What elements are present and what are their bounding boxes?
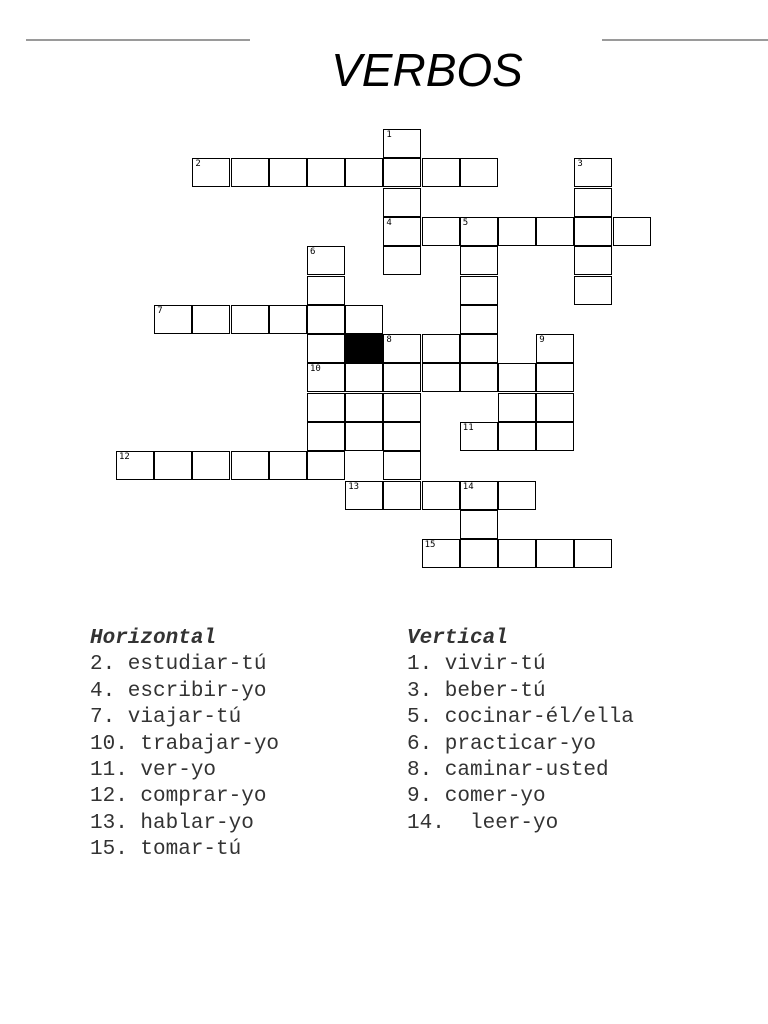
horizontal-clue: 15. tomar-tú <box>90 838 242 862</box>
vertical-clue: 9. comer-yo <box>407 785 546 809</box>
crossword-cell[interactable] <box>498 363 536 392</box>
clue-number: 1 <box>386 130 392 140</box>
crossword-cell[interactable] <box>307 422 345 451</box>
clue-number: 15 <box>424 540 436 551</box>
crossword-cell[interactable] <box>460 363 498 392</box>
crossword-cell[interactable] <box>192 158 230 187</box>
horizontal-clue: 12. comprar-yo <box>90 785 267 809</box>
clue-number: 13 <box>348 481 360 492</box>
horizontal-clue: 7. viajar-tú <box>90 706 242 730</box>
clue-number: 3 <box>577 159 583 170</box>
crossword-cell[interactable] <box>536 334 574 363</box>
black-cell <box>345 334 383 363</box>
page-title: VERBOS <box>331 44 523 96</box>
clue-number: 7 <box>157 305 163 316</box>
crossword-cell[interactable] <box>192 305 230 334</box>
crossword-cell[interactable] <box>574 158 612 187</box>
crossword-cell[interactable] <box>498 393 536 422</box>
crossword-cell[interactable] <box>460 422 498 451</box>
crossword-cell[interactable] <box>536 363 574 392</box>
clue-number: 8 <box>386 335 392 346</box>
crossword-cell[interactable] <box>307 305 345 334</box>
crossword-cell[interactable] <box>307 158 345 187</box>
crossword-cell[interactable] <box>460 158 498 187</box>
crossword-cell[interactable] <box>422 539 460 568</box>
crossword-cell[interactable] <box>498 481 536 510</box>
crossword-cell[interactable] <box>307 451 345 480</box>
crossword-cell[interactable] <box>536 422 574 451</box>
crossword-cell[interactable] <box>269 305 307 334</box>
crossword-cell[interactable] <box>574 217 612 246</box>
crossword-cell[interactable] <box>460 510 498 539</box>
vertical-clue: 14. leer-yo <box>407 811 559 835</box>
crossword-cell[interactable] <box>574 246 612 275</box>
crossword-cell[interactable] <box>460 217 498 246</box>
crossword-cell[interactable] <box>383 481 421 510</box>
crossword-cell[interactable] <box>383 334 421 363</box>
crossword-cell[interactable] <box>307 334 345 363</box>
crossword-cell[interactable] <box>383 129 421 158</box>
crossword-cell[interactable] <box>116 451 154 480</box>
crossword-cell[interactable] <box>231 451 269 480</box>
horizontal-clue: 10. trabajar-yo <box>90 732 280 756</box>
horizontal-clue: 13. hablar-yo <box>90 811 254 835</box>
crossword-cell[interactable] <box>345 305 383 334</box>
vertical-clue: 1. vivir-tú <box>407 653 546 677</box>
crossword-cell[interactable] <box>231 158 269 187</box>
vertical-heading: Vertical <box>407 627 508 650</box>
crossword-cell[interactable] <box>192 451 230 480</box>
crossword-cell[interactable] <box>460 246 498 275</box>
crossword-cell[interactable] <box>345 422 383 451</box>
crossword-cell[interactable] <box>307 276 345 305</box>
vertical-clue: 5. cocinar-él/ella <box>407 706 634 730</box>
crossword-cell[interactable] <box>383 217 421 246</box>
clue-number: 10 <box>310 364 321 375</box>
crossword-cell[interactable] <box>574 539 612 568</box>
crossword-cell[interactable] <box>460 305 498 334</box>
crossword-cell[interactable] <box>345 158 383 187</box>
crossword-cell[interactable] <box>498 217 536 246</box>
crossword-cell[interactable] <box>460 539 498 568</box>
horizontal-clues <box>90 626 279 864</box>
crossword-cell[interactable] <box>422 481 460 510</box>
crossword-cell[interactable] <box>383 393 421 422</box>
clue-number: 14 <box>462 481 474 492</box>
crossword-cell[interactable] <box>460 481 498 510</box>
crossword-cell[interactable] <box>536 539 574 568</box>
clue-number: 11 <box>462 423 474 433</box>
horizontal-clue: 4. escribir-yo <box>90 679 267 703</box>
crossword-cell[interactable] <box>613 217 651 246</box>
crossword-cell[interactable] <box>307 246 345 275</box>
crossword-cell[interactable] <box>383 422 421 451</box>
crossword-cell[interactable] <box>536 217 574 246</box>
clue-number: 5 <box>462 217 469 228</box>
vertical-clue: 3. beber-tú <box>407 679 546 703</box>
clue-number: 6 <box>310 247 316 258</box>
crossword-cell[interactable] <box>498 539 536 568</box>
crossword-cell[interactable] <box>536 393 574 422</box>
crossword-cell[interactable] <box>383 158 421 187</box>
crossword-cell[interactable] <box>422 363 460 392</box>
crossword-cell[interactable] <box>269 451 307 480</box>
vertical-clues <box>407 626 634 837</box>
crossword-cell[interactable] <box>422 334 460 363</box>
crossword-cell[interactable] <box>307 393 345 422</box>
vertical-clue: 6. practicar-yo <box>407 732 597 756</box>
crossword-cell[interactable] <box>307 363 345 392</box>
crossword-cell[interactable] <box>460 276 498 305</box>
crossword-cell[interactable] <box>383 188 421 217</box>
crossword-cell[interactable] <box>383 246 421 275</box>
crossword-cell[interactable] <box>574 188 612 217</box>
crossword-cell[interactable] <box>345 481 383 510</box>
crossword-cell[interactable] <box>383 451 421 480</box>
clue-number: 4 <box>386 217 392 228</box>
crossword-cell[interactable] <box>422 158 460 187</box>
vertical-clue: 8. caminar-usted <box>407 759 609 783</box>
clue-number: 9 <box>539 335 545 346</box>
crossword-cell[interactable] <box>345 393 383 422</box>
crossword-cell[interactable] <box>345 363 383 392</box>
crossword-cell[interactable] <box>231 305 269 334</box>
crossword-cell[interactable] <box>422 217 460 246</box>
clue-number: 12 <box>119 452 130 463</box>
crossword-cell[interactable] <box>383 363 421 392</box>
horizontal-heading: Horizontal <box>90 627 217 650</box>
clue-number: 2 <box>195 159 201 170</box>
crossword-cell[interactable] <box>269 158 307 187</box>
crossword-cell[interactable] <box>154 451 192 480</box>
crossword-cell[interactable] <box>154 305 192 334</box>
horizontal-clue: 11. ver-yo <box>90 759 217 783</box>
horizontal-clue: 2. estudiar-tú <box>90 653 267 677</box>
crossword-cell[interactable] <box>460 334 498 363</box>
crossword-cell[interactable] <box>574 276 612 305</box>
crossword-cell[interactable] <box>498 422 536 451</box>
